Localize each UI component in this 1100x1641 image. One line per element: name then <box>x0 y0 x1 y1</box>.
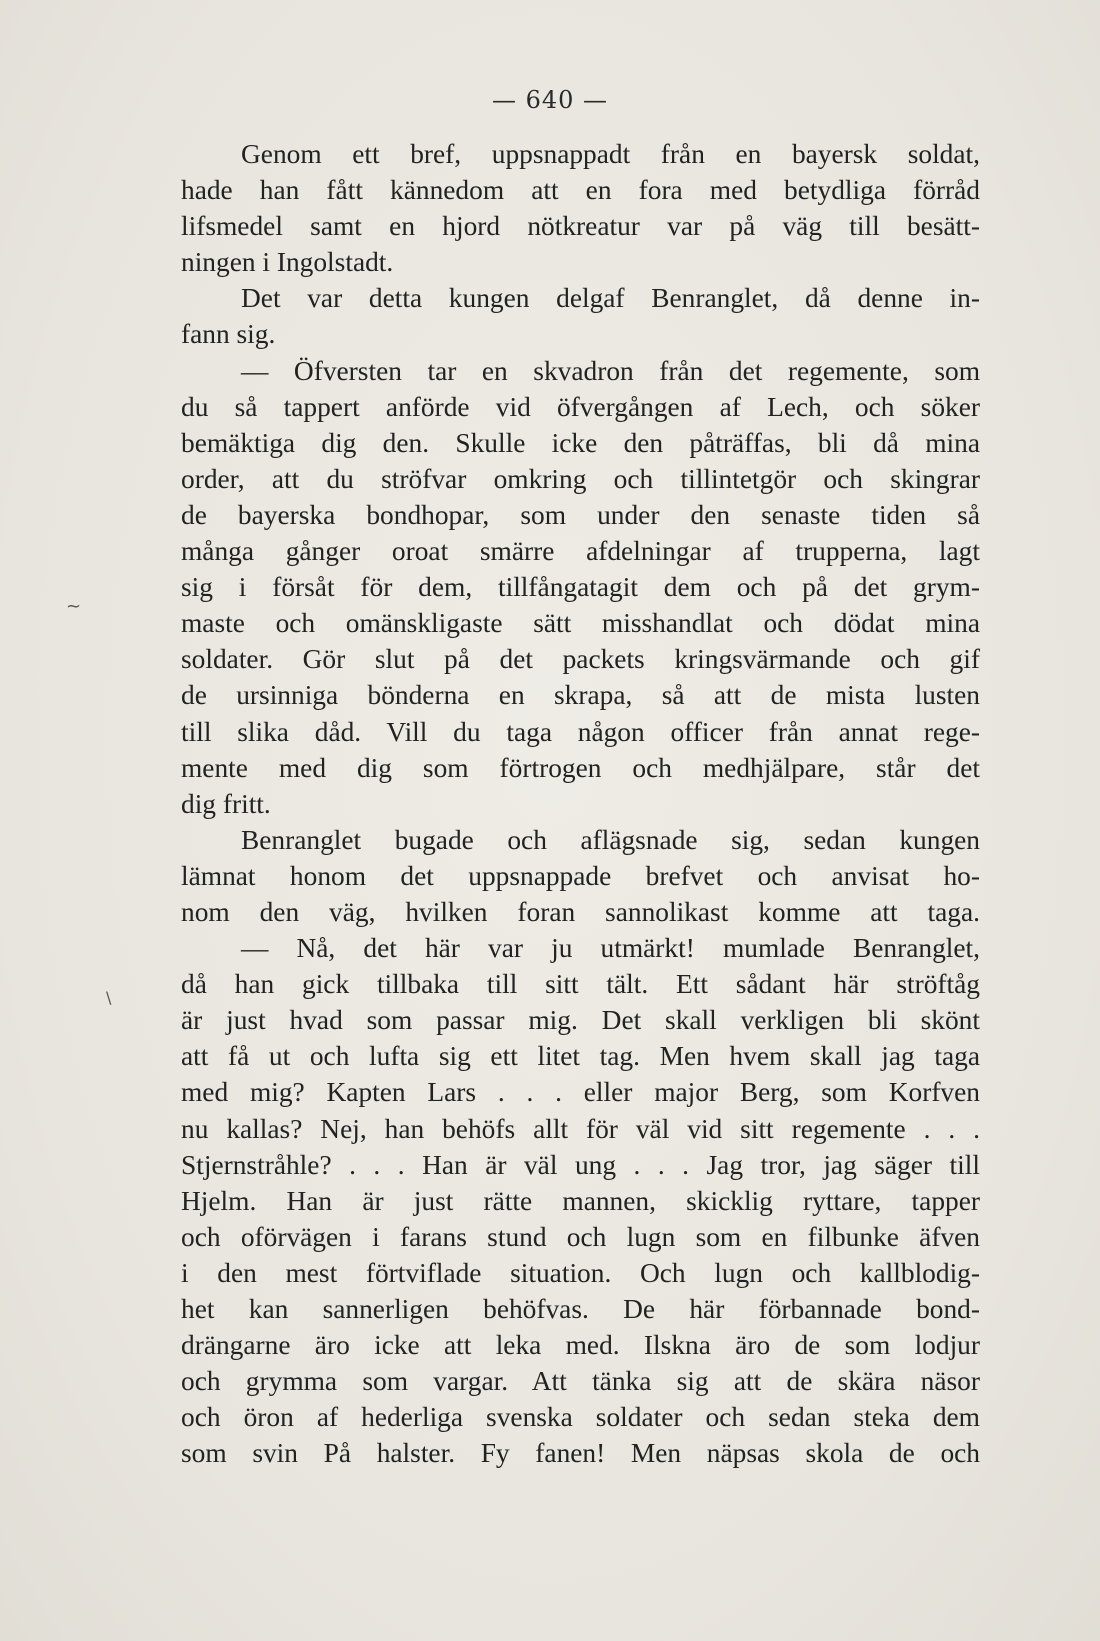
text-line: och grymma som vargar. Att tänka sig att de skära näsor <box>181 1366 980 1397</box>
margin-mark: \ <box>106 988 112 1007</box>
text-line: då han gick tillbaka till sitt tält. Ett sådant här ströftåg <box>181 969 980 1000</box>
text-line: och oförvägen i farans stund och lugn som en filbunke äfven <box>181 1221 980 1252</box>
text-line: många gånger oroat smärre afdelningar af trupperna, lagt <box>181 536 980 567</box>
text-line: — Öfversten tar en skvadron från det regemente, som <box>241 355 980 386</box>
text-line: drängarne äro icke att leka med. Ilskna äro de som lodjur <box>181 1330 980 1361</box>
text-line: maste och omänskligaste sätt misshandlat och dödat mina <box>181 608 980 639</box>
margin-mark: ~ <box>66 596 82 617</box>
text-line: sig i försåt för dem, tillfångatagit dem och på det grym- <box>181 572 980 603</box>
text-line: fann sig. <box>181 319 276 350</box>
text-line: mente med dig som förtrogen och medhjälpare, står det <box>181 752 980 783</box>
text-line: du så tappert anförde vid öfvergången af Lech, och söker <box>181 391 980 422</box>
text-line: bemäktiga dig den. Skulle icke den påträffas, bli då mina <box>181 427 980 458</box>
text-line: lämnat honom det uppsnappade brefvet och anvisat ho- <box>181 860 980 891</box>
text-line: Hjelm. Han är just rätte mannen, skicklig ryttare, tapper <box>181 1185 980 1216</box>
text-line: — Nå, det här var ju utmärkt! mumlade Benranglet, <box>241 933 980 964</box>
text-line: till slika dåd. Vill du taga någon officer från annat rege- <box>181 716 980 747</box>
text-line: hade han fått kännedom att en fora med betydliga förråd <box>181 175 980 206</box>
text-line: het kan sannerligen behöfvas. De här förbannade bond- <box>181 1294 980 1324</box>
text-line: som svin På halster. Fy fanen! Men näpsas skola de och <box>181 1438 980 1469</box>
text-line: dig fritt. <box>181 788 271 819</box>
text-line: nu kallas? Nej, han behöfs allt för väl vid sitt regemente . . . <box>181 1113 980 1144</box>
text-line: Genom ett bref, uppsnappadt från en bayersk soldat, <box>241 139 980 169</box>
text-line: order, att du ströfvar omkring och tillintetgör och skingrar <box>181 463 980 494</box>
text-line: Det var detta kungen delgaf Benranglet, då denne in- <box>241 283 980 314</box>
text-line: de ursinniga bönderna en skrapa, så att de mista lusten <box>181 680 980 711</box>
text-line: nom den väg, hvilken foran sannolikast komme att taga. <box>181 896 980 927</box>
text-line: de bayerska bondhopar, som under den senaste tiden så <box>181 499 980 530</box>
text-line: ningen i Ingolstadt. <box>181 247 394 278</box>
text-line: och öron af hederliga svenska soldater och sedan steka dem <box>181 1402 980 1433</box>
text-line: Benranglet bugade och aflägsnade sig, sedan kungen <box>241 824 980 855</box>
text-line: i den mest förtviflade situation. Och lugn och kallblodig- <box>181 1257 980 1288</box>
text-line: att få ut och lufta sig ett litet tag. Men hvem skall jag taga <box>181 1041 980 1072</box>
text-line: soldater. Gör slut på det packets kringsvärmande och gif <box>181 644 980 675</box>
text-line: lifsmedel samt en hjord nötkreatur var på väg till besätt- <box>181 211 980 242</box>
body-text <box>181 136 980 1471</box>
text-line: Stjernstråhle? . . . Han är väl ung . . . Jag tror, jag säger till <box>181 1149 980 1180</box>
text-line: är just hvad som passar mig. Det skall verkligen bli skönt <box>181 1005 980 1036</box>
page-number: — 640 — <box>491 86 609 114</box>
text-line: med mig? Kapten Lars . . . eller major Berg, som Korfven <box>181 1077 980 1108</box>
